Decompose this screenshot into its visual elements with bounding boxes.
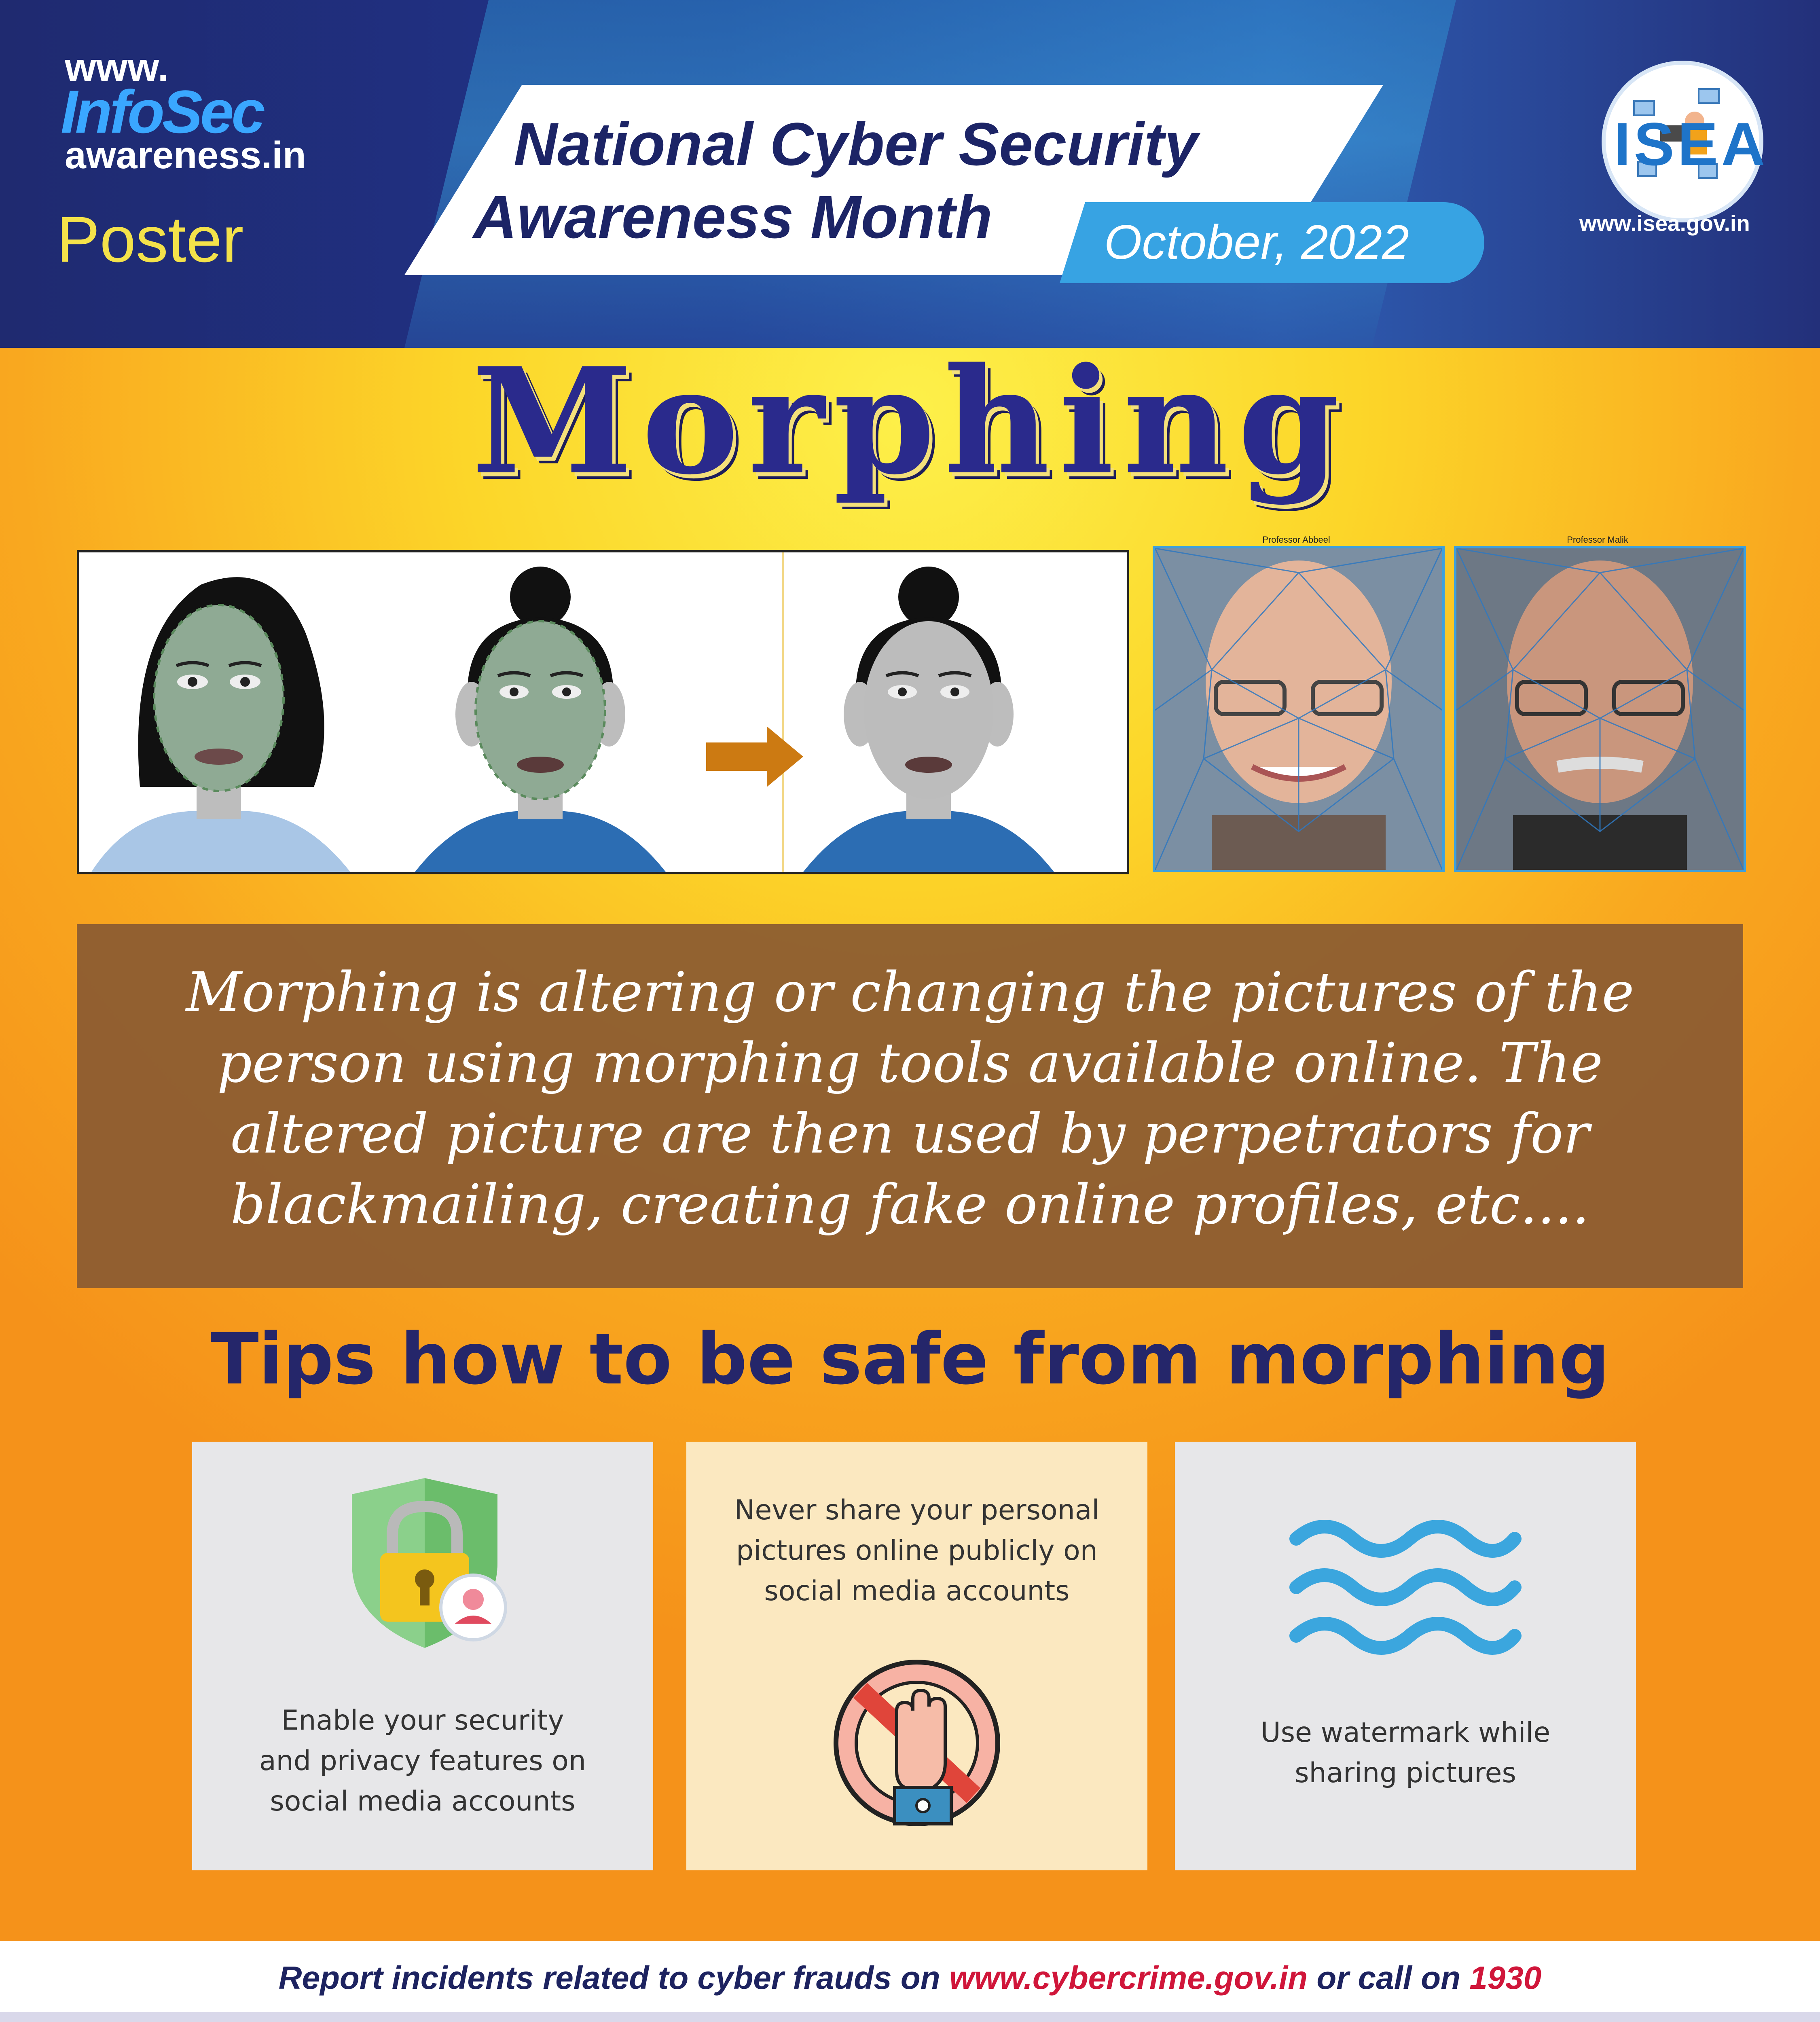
info-strip	[0, 2012, 1820, 2022]
photo1-caption: Professor Abbeel	[1262, 535, 1330, 545]
definition-line-2: person using morphing tools available online. The	[217, 1031, 1603, 1095]
report-prefix: Report incidents related to cyber frauds on	[278, 1960, 949, 1996]
campaign-date: October, 2022	[1104, 215, 1409, 269]
tip-card-never-share	[686, 1442, 1147, 1870]
report-middle: or call on	[1308, 1960, 1470, 1996]
infosec-logo: InfoSec	[61, 78, 263, 146]
arrow-right-icon	[706, 726, 803, 787]
photo2-caption: Professor Malik	[1567, 535, 1628, 545]
tip1-line3: social media accounts	[270, 1785, 576, 1817]
face-mesh-photo-2	[1454, 546, 1746, 872]
infosec-logo-www: www.	[65, 45, 169, 90]
campaign-title-line1: National Cyber Security	[514, 110, 1198, 178]
isea-url: www.isea.gov.in	[1579, 211, 1750, 236]
tip-card-watermark	[1175, 1442, 1636, 1870]
isea-logo-text: ISEA	[1614, 110, 1769, 178]
face-source-illustration	[91, 577, 350, 872]
face-result-illustration	[803, 567, 1054, 872]
tip3-line2: sharing pictures	[1295, 1757, 1516, 1789]
tip3-line1: Use watermark while	[1260, 1717, 1551, 1749]
campaign-title-line2: Awareness Month	[473, 183, 993, 251]
tip2-line2: pictures online publicly on	[736, 1535, 1098, 1567]
morph-cartoon-faces	[79, 552, 1127, 872]
definition-line-3: altered picture are then used by perpetrators for	[231, 1102, 1589, 1165]
watermark-waves-icon	[1288, 1514, 1523, 1660]
poster-label: Poster	[57, 203, 244, 275]
cybercrime-link[interactable]: www.cybercrime.gov.in	[949, 1960, 1308, 1996]
helpline-number: 1930	[1469, 1960, 1542, 1996]
report-incidents-text	[0, 1959, 1820, 1997]
morph-illustration	[77, 550, 1129, 874]
face-mesh-photo-1	[1153, 546, 1445, 872]
tip2-line1: Never share your personal	[734, 1494, 1100, 1526]
tip1-line1: Enable your security	[281, 1705, 564, 1736]
tip1-line2: and privacy features on	[259, 1745, 586, 1777]
face-target-illustration	[415, 567, 666, 872]
tip2-line3: social media accounts	[764, 1575, 1070, 1607]
shield-lock-icon	[336, 1474, 514, 1652]
page-title: Morphing	[472, 336, 1348, 507]
definition-line-4: blackmailing, creating fake online profiles, etc....	[230, 1173, 1590, 1236]
tips-heading: Tips how to be safe from morphing	[210, 1318, 1610, 1400]
definition-line-1: Morphing is altering or changing the pictures of the	[186, 960, 1634, 1024]
tip-card-privacy	[192, 1442, 653, 1870]
stop-hand-icon	[824, 1650, 1010, 1836]
infosec-logo-domain: awareness.in	[65, 134, 306, 177]
